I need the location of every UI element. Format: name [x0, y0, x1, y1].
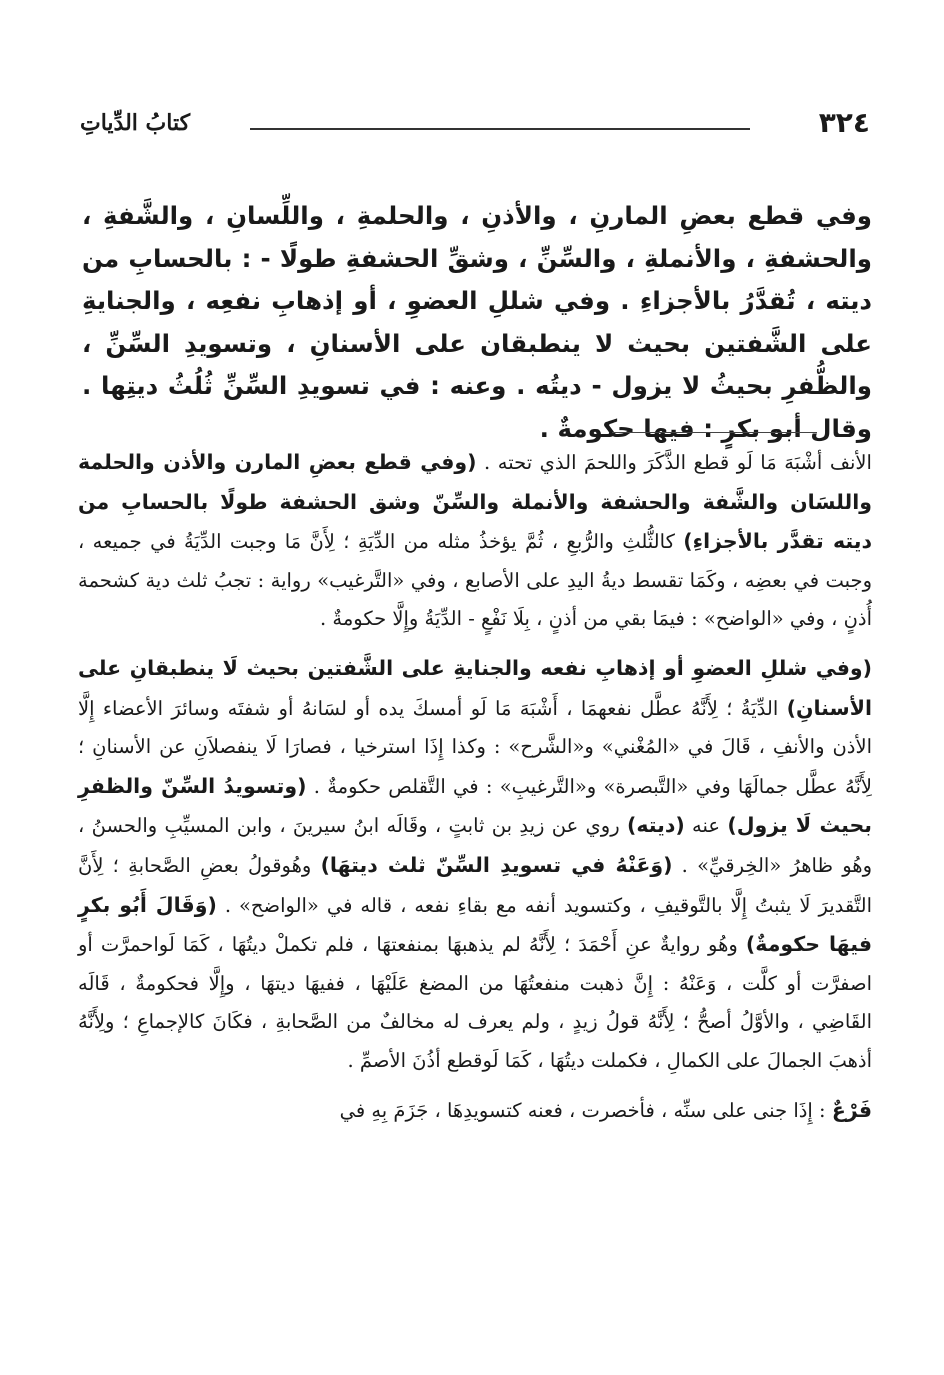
quoted-matn-text: (وَقَالَ أَبُو بكرٍ فيهَا حكومةٌ) [78, 892, 872, 957]
quoted-matn-text: فَرْعٌ [831, 1097, 872, 1122]
commentary-text: وهُوقولُ بعضِ الصَّحابةِ ؛ لِأَنَّ التَّقديرَ لَا يثبتُ إِلَّا بالتَّوقيفِ ، وكتسويد أنفه مع بقاءِ نفعه ، قاله في «الواضح» . [78, 853, 872, 917]
commentary-text: وهُو روايةٌ عنِ أَحْمَدَ ؛ لِأَنَّهُ لم يذهبهَا بمنفعتهَا ، فلم تكملْ ديتُهَا ، كَمَا لَواحمرَّت أو اصفرَّت أو كلَّت ، وَعَنْهُ : إِنَّ ذهبت منفعتُهَا من المضغ عَلَيْهَا ، ففيهَا ديتهَا ، وإِلَّا فحكومةٌ ، قَالَه القَاضِي ، والأوَّلُ أصحُّ ؛ لِأَنَّهُ قولُ زيدٍ ، ولم يعرف له مخالفٌ من الصَّحابةِ ، فكَانَ كالإجماعِ ؛ ولِأَنَّهُ أذهبَ الجمالَ على الكمالِ ، فكملت ديتُهَا ، كَمَا لَوقطع أذُنَ الأصمِّ . [78, 933, 872, 1072]
commentary-text: : إِذَا جنى على سنِّه ، فأخصرت ، فعنه كتسويدِهَا ، جَزَمَ بِهِ في [339, 1098, 832, 1122]
page-number: ٣٢٤ [818, 106, 870, 139]
commentary-text: عنه [684, 814, 728, 838]
quoted-matn-text: (وفي قطع بعضِ المارن والأذن والحلمة واللسَان والشَّفة والحشفة والأنملة والسِّنّ وشق الحشفة طولًا بالحسابِ من ديته تقدَّر بالأجزاءِ) [78, 450, 872, 554]
commentary-block [78, 443, 872, 1130]
commentary-paragraph-1 [78, 443, 872, 639]
quoted-matn-text: (وَعَنْهُ في تسويدِ السِّنّ ثلث ديتهَا) [320, 852, 673, 877]
commentary-text: الدِّيَةُ ؛ لِأَنَّهُ عطَّل نفعهمَا ، أَشْبَهَ مَا لَو أمسكَ يده أو لسَانهُ أو شفتَه وسائرَ الأعضاء إِلَّا الأذن والأنفِ ، قَالَ في «المُغْني» و«الشَّرح» : وكذا إِذَا استرخيا ، فصارَا لَا ينفصلاَنِ عن الأسنانِ ؛ لِأَنَّهُ عطَّل جمالَهَا وفي «التَّبصرة» و«التَّرغيبِ» : في التَّقلص حكومةٌ . [78, 696, 872, 798]
matn-text-block [82, 195, 872, 450]
quoted-matn-text: (وتسويدُ السِّنّ والظفرِ بحيث لَا يزول) [78, 773, 872, 838]
commentary-text: روي عن زيدِ بن ثابتٍ ، وقَالَه ابنُ سيرينَ ، وابن المسيِّبِ والحسنُ ، وهُو ظاهرُ «الخِرقيِّ» . [78, 814, 873, 877]
running-header [80, 106, 870, 146]
commentary-text: كالثُّلثِ والرُّبعِ ، ثُمَّ يؤخذُ مثله من الدِّيَةِ ؛ لِأَنَّ مَا وجبت الدِّيَةُ في جميعه ، وجبت في بعضِه ، وكَمَا تقسط ديةُ اليدِ على الأصابع ، وفي «التَّرغيب» رواية : تجبُ ثلث دية كشحمة أُذنٍ ، وفي «الواضح» : فيمَا بقي من أذنٍ ، بِلَا نَفْعٍ - الدِّيَةُ وإِلَّا حكومةٌ . [78, 530, 872, 631]
quoted-matn-text: (وفي شللِ العضوِ أو إذهابِ نفعه والجنايةِ على الشَّفتين بحيث لَا ينطبقانِ على الأسنانِ) [78, 655, 872, 720]
quoted-matn-text: (ديته) [626, 813, 685, 838]
header-rule [250, 128, 750, 130]
commentary-paragraph-2 [78, 649, 872, 1081]
matn-paragraph: وفي قطع بعضِ المارنِ ، والأذنِ ، والحلمةِ ، واللِّسانِ ، والشَّفةِ ، والحشفةِ ، والأنملةِ ، والسِّنِّ ، وشقِّ الحشفةِ طولًا - : بالحسابِ من ديته ، تُقدَّرُ بالأجزاءِ . وفي شللِ العضوِ ، أو إذهابِ نفعِه ، والجنايةِ على الشَّفتين بحيث لا ينطبقان على الأسنانِ ، وتسويدِ السِّنِّ ، والظُّفرِ بحيثُ لا يزول - ديتُه . وعنه : في تسويدِ السِّنِّ ثُلُثُ ديتِها . وقال أبو بكرٍ : فيها حكومةٌ . [82, 201, 872, 443]
commentary-text: الأنف أشْبَهَ مَا لَو قطع الذَّكَرَ واللحمَ الذي تحته . [476, 451, 872, 474]
footnote-separator [612, 432, 817, 433]
book-title: كتابُ الدِّياتِ [80, 110, 191, 136]
commentary-paragraph-3 [78, 1091, 872, 1131]
